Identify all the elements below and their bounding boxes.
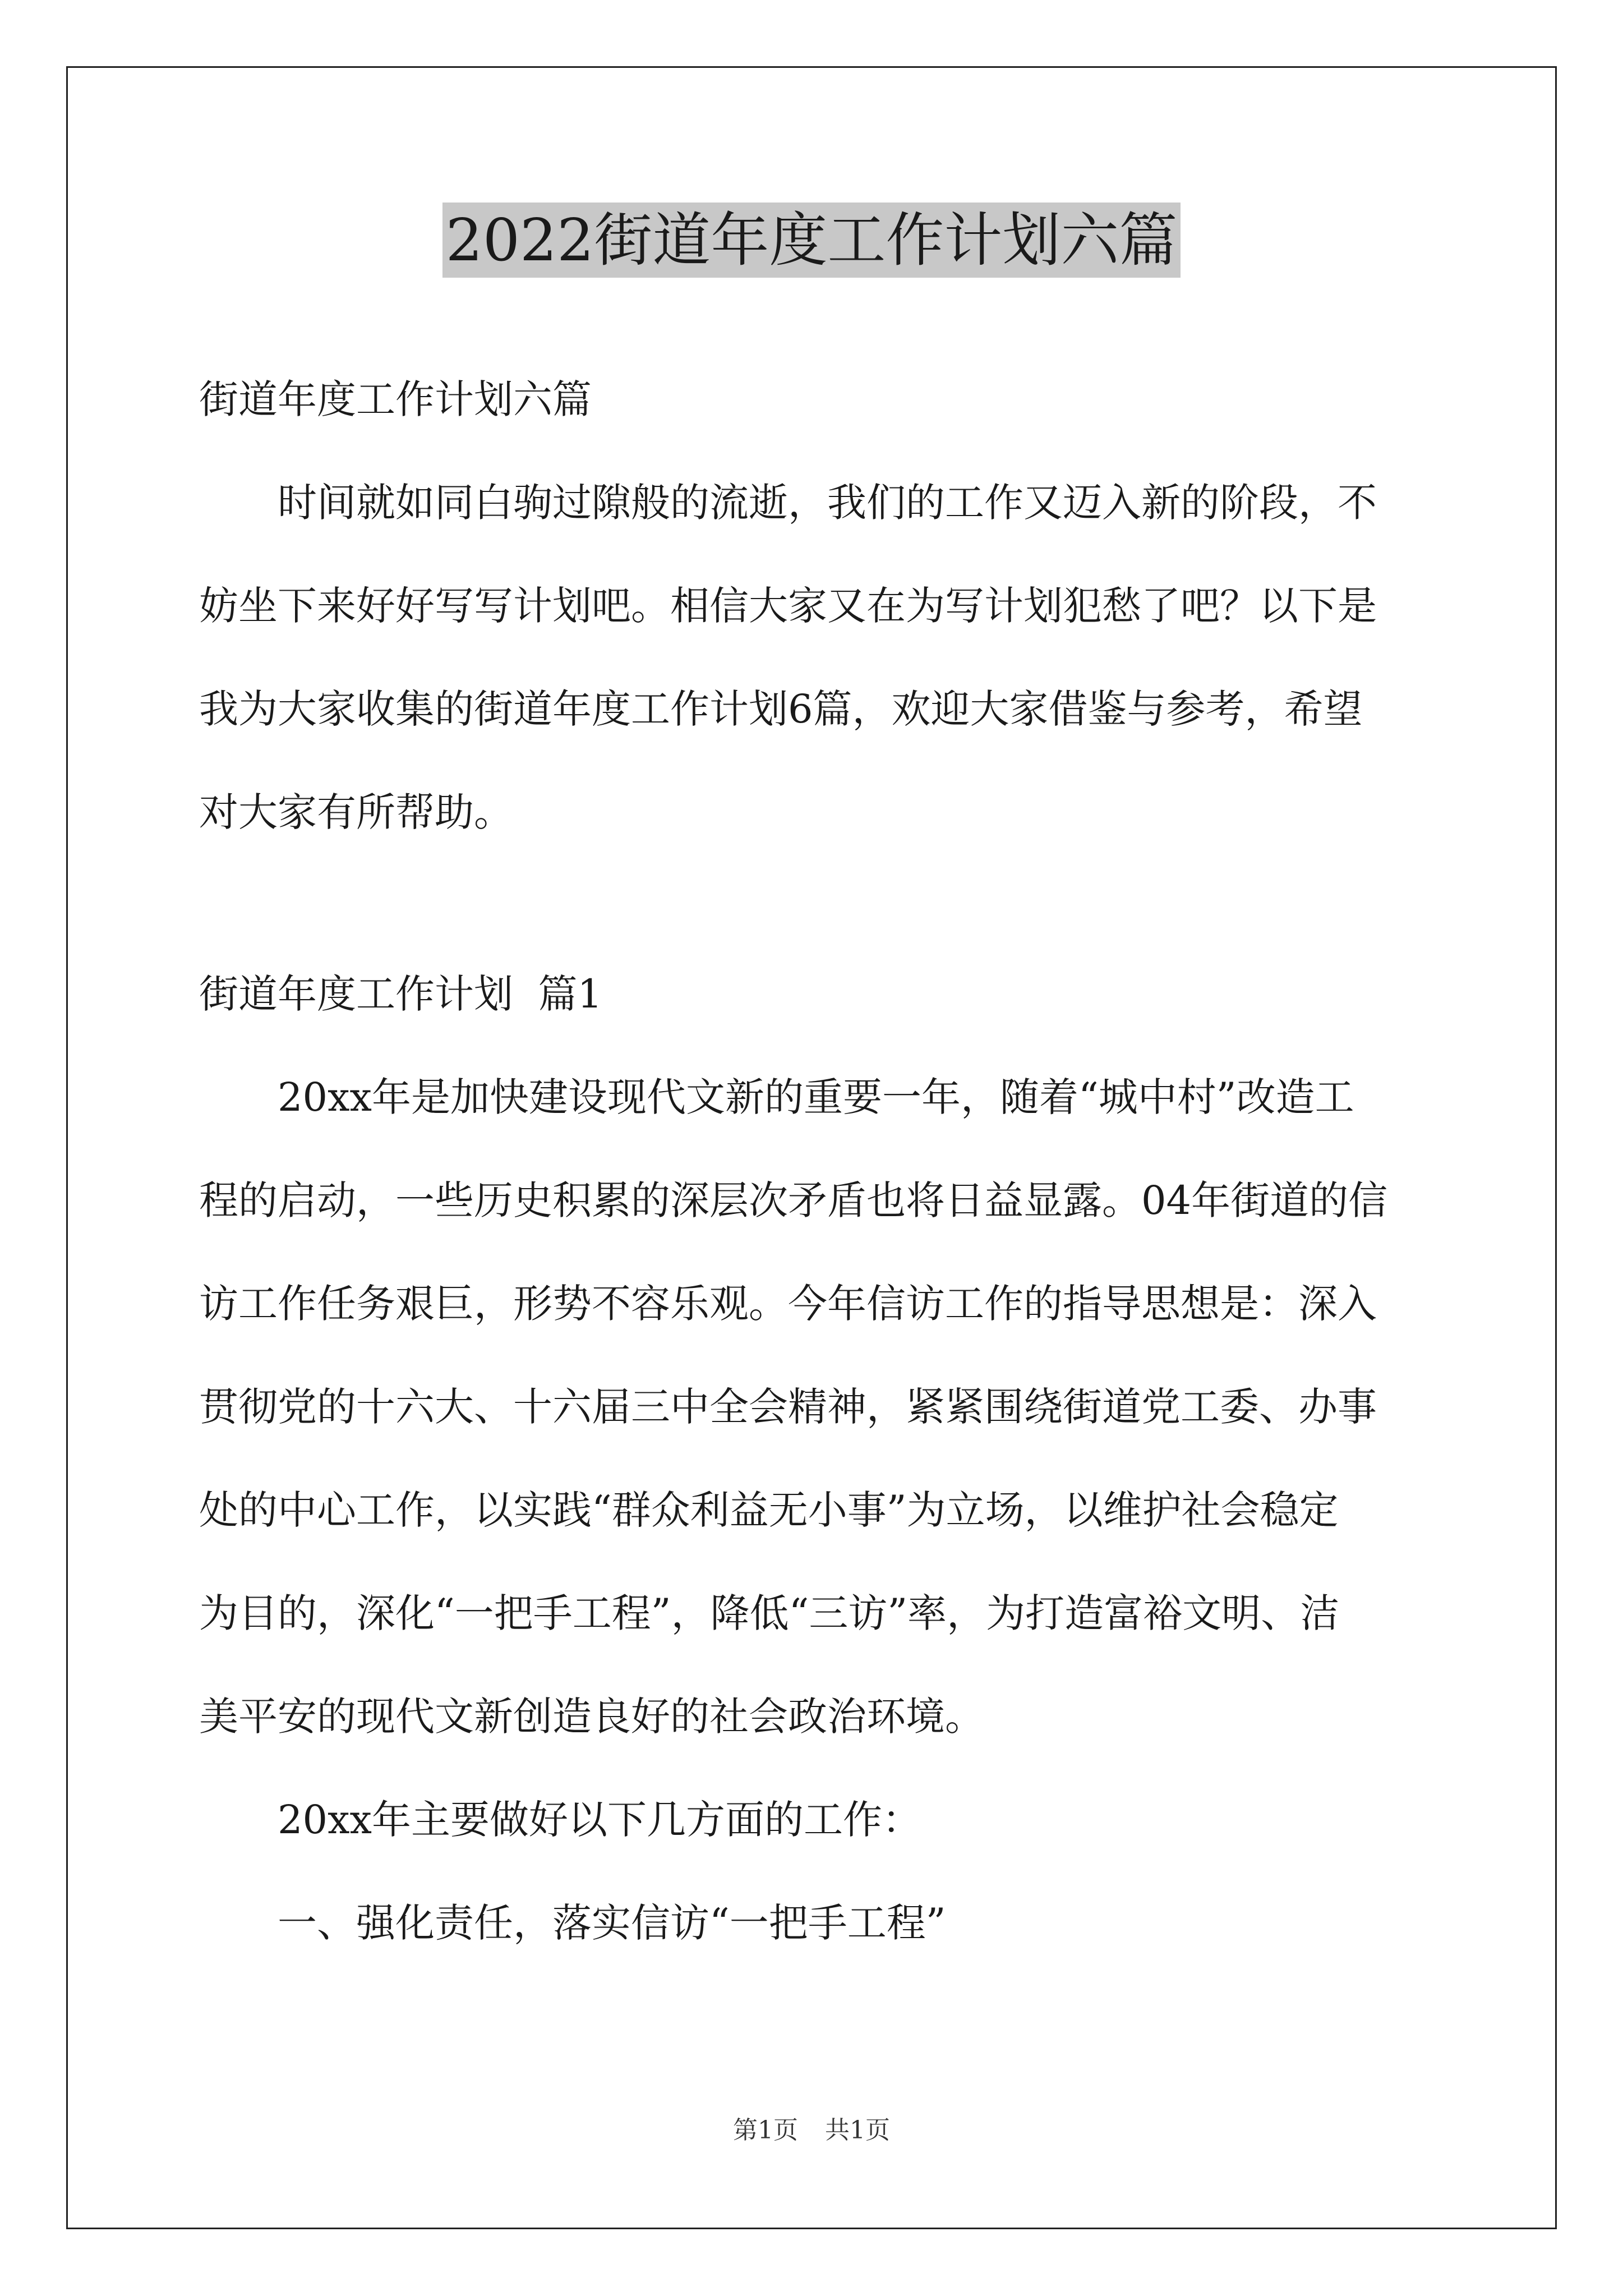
body-line-7: 美平安的现代文新创造良好的社会政治环境。 bbox=[199, 1694, 984, 1740]
page-footer bbox=[0, 2114, 1623, 2147]
body-line-5: 处的中心工作，以实践“群众利益无小事”为立场，以维护社会稳定 bbox=[199, 1487, 1339, 1533]
document-title-text: 2022街道年度工作计划六篇 bbox=[442, 203, 1181, 278]
body-line-1: 20xx年是加快建设现代文新的重要一年，随着“城中村”改造工 bbox=[278, 1074, 1354, 1120]
paragraph-gap bbox=[199, 864, 1433, 942]
document-body bbox=[199, 348, 1433, 1975]
body-line-6: 为目的，深化“一把手工程”，降低“三访”率，为打造富裕文明、洁 bbox=[199, 1590, 1340, 1636]
section-heading: 街道年度工作计划 篇1 bbox=[199, 971, 603, 1017]
document-title bbox=[0, 201, 1623, 279]
point-1-heading: 一、强化责任，落实信访“一把手工程” bbox=[278, 1900, 946, 1946]
tasks-line: 20xx年主要做好以下几方面的工作： bbox=[278, 1797, 922, 1843]
body-line-3: 访工作任务艰巨，形势不容乐观。今年信访工作的指导思想是：深入 bbox=[199, 1281, 1377, 1327]
subtitle: 街道年度工作计划六篇 bbox=[199, 376, 592, 422]
body-line-4: 贯彻党的十六大、十六届三中全会精神，紧紧围绕街道党工委、办事 bbox=[199, 1384, 1377, 1430]
page-number: 第1页 bbox=[733, 2116, 798, 2145]
intro-line-1: 时间就如同白驹过隙般的流逝，我们的工作又迈入新的阶段，不 bbox=[278, 480, 1377, 526]
intro-line-3: 我为大家收集的街道年度工作计划6篇，欢迎大家借鉴与参考，希望 bbox=[199, 686, 1363, 732]
intro-line-4: 对大家有所帮助。 bbox=[199, 789, 513, 835]
page-total: 共1页 bbox=[825, 2116, 890, 2145]
intro-line-2: 妨坐下来好好写写计划吧。相信大家又在为写计划犯愁了吧？以下是 bbox=[199, 583, 1377, 629]
body-line-2: 程的启动，一些历史积累的深层次矛盾也将日益显露。04年街道的信 bbox=[199, 1177, 1388, 1223]
